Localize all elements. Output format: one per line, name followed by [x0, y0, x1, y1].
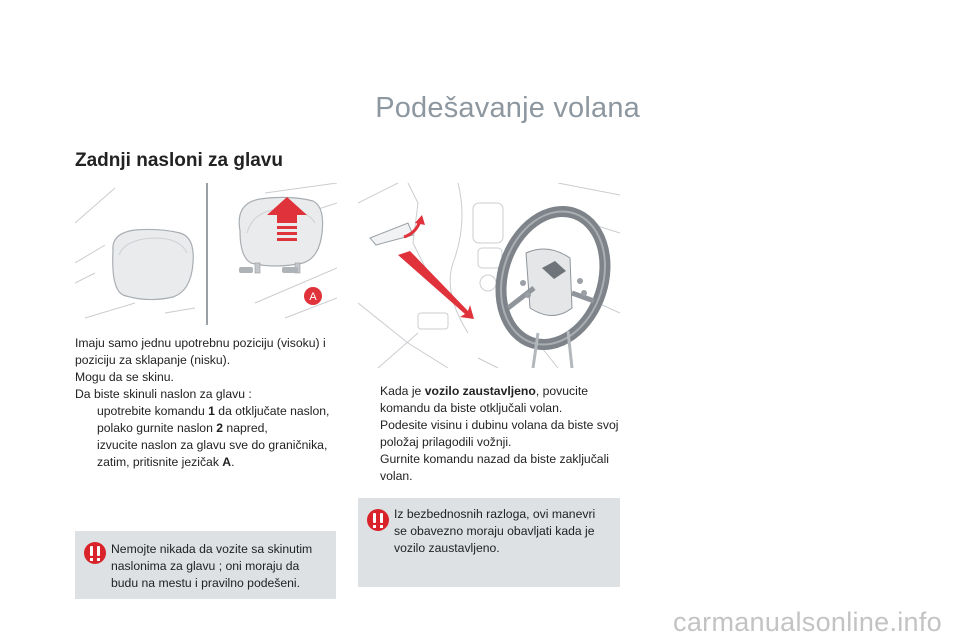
steering-instructions	[358, 383, 620, 485]
warning-icon	[83, 541, 107, 565]
warning-icon	[366, 508, 390, 532]
list-item: izvucite naslon za glavu sve do graničnika,	[97, 438, 328, 452]
list-item: upotrebite komandu 1 da otključate naslon,	[97, 404, 330, 418]
steering-wheel-illustration	[358, 183, 620, 368]
list-item: zatim, pritisnite jezičak A.	[97, 455, 235, 469]
headrest-warning-text: Nemojte nikada da vozite sa skinutim naslonima za glavu ; oni moraju da budu na mestu i pravilno podešeni.	[111, 542, 313, 590]
intro-text-2: Mogu da se skinu.	[75, 370, 174, 384]
section-title: Zadnji nasloni za glavu	[75, 150, 283, 171]
headrest-marker-a: A	[309, 291, 317, 303]
headrest-illustration	[75, 183, 337, 325]
intro-text-3: Da biste skinuli naslon za glavu :	[75, 387, 252, 401]
steering-warning-text: Iz bezbednosnih razloga, ovi manevri se obavezno moraju obavljati kada je vozilo zaustavljeno.	[394, 507, 596, 555]
list-item: Podesite visinu i dubinu volana da biste svoj položaj prilagodili vožnji.	[380, 418, 619, 449]
intro-text-1: Imaju samo jednu upotrebnu poziciju (visoku) i poziciju za sklapanje (nisku).	[75, 336, 326, 367]
list-item: polako gurnite naslon 2 napred,	[97, 421, 268, 435]
headrest-instructions	[75, 335, 340, 471]
watermark: carmanualsonline.info	[673, 607, 942, 637]
headrest-steps-list	[75, 403, 340, 471]
list-item: Kada je vozilo zaustavljeno, povucite komandu da biste otključali volan.	[380, 384, 588, 415]
steering-steps-list	[358, 383, 620, 485]
headrest-warning-box	[75, 531, 336, 599]
steering-warning-box	[358, 498, 620, 587]
page-title: Podešavanje volana	[375, 92, 640, 124]
list-item: Gurnite komandu nazad da biste zaključali volan.	[380, 452, 609, 483]
